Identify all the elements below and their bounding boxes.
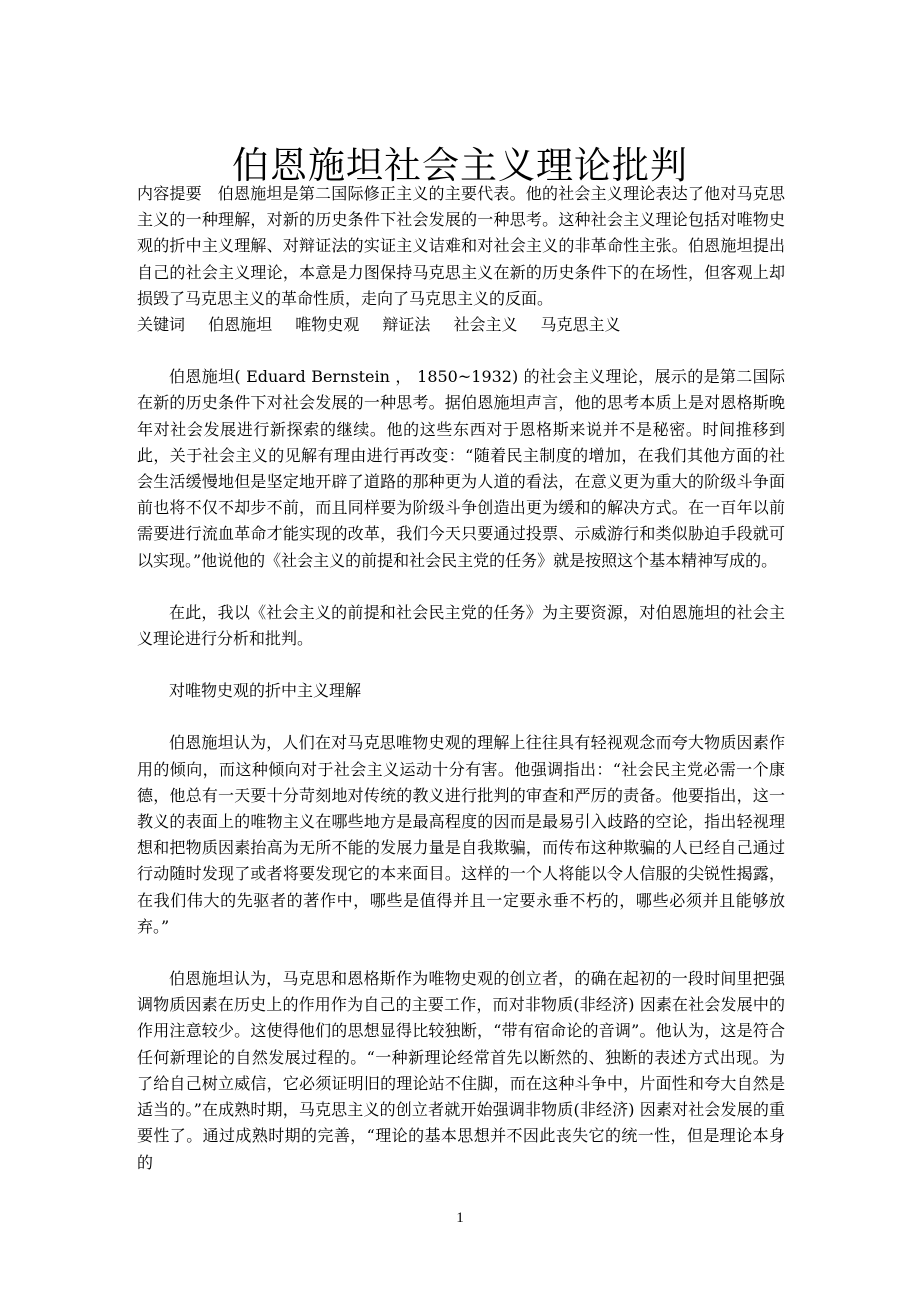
abstract-label: 内容提要 <box>137 184 202 203</box>
section-heading: 对唯物史观的折中主义理解 <box>169 681 362 701</box>
keywords <box>137 312 785 338</box>
keyword: 辩证法 <box>382 315 431 335</box>
keyword: 唯物史观 <box>295 315 360 335</box>
keywords-label: 关键词 <box>137 315 186 335</box>
keyword: 马克思主义 <box>540 315 621 335</box>
keyword: 伯恩施坦 <box>208 315 273 335</box>
body-paragraph: 在此，我以《社会主义的前提和社会民主党的任务》为主要资源，对伯恩施坦的社会主义理论进行分析和批判。 <box>137 602 785 649</box>
document-title: 伯恩施坦社会主义理论批判 <box>232 143 688 187</box>
keyword: 社会主义 <box>453 315 518 335</box>
body-paragraph: 伯恩施坦认为，马克思和恩格斯作为唯物史观的创立者，的确在起初的一段时间里把强调物质因素在历史上的作用作为自己的主要工作，而对非物质(非经济) 因素在社会发展中的作用注意较少。这使得他们的思想显得比较独断，“带有宿命论的音调”。他认为，这是符合任何新理论的自然发展过程的。“一种新理论经常首先以断然的、独断的表述方式出现。为了给自己树立威信，它必须证明旧的理论站不住脚，而在这种斗争中，片面性和夸大自然是适当的。”在成熟时期，马克思主义的创立者就开始强调非物质(非经济) 因素对社会发展的重要性了。通过成熟时期的完善，“理论的基本思想并不因此丧失它的统一性，但是理论本身的 <box>137 969 785 1172</box>
document-body <box>137 181 785 1176</box>
body-paragraph: 伯恩施坦( Eduard Bernstein ， 1850~1932) 的社会主义理论，展示的是第二国际在新的历史条件下对社会发展的一种思考。据伯恩施坦声言，他的思考本质上是对恩格斯晚年对社会发展进行新探索的继续。他的这些东西对于恩格斯来说并不是秘密。时间推移到此，关于社会主义的见解有理由进行再改变：“随着民主制度的增加，在我们其他方面的社会生活缓慢地但是坚定地开辟了道路的那种更为人道的看法，在意义更为重大的阶级斗争面前也将不仅不却步不前，而且同样要为阶级斗争创造出更为缓和的解决方式。在一百年以前需要进行流血革命才能实现的改革，我们今天只要通过投票、示威游行和类似胁迫手段就可以实现。”他说他的《社会主义的前提和社会民主党的任务》就是按照这个基本精神写成的。 <box>137 367 785 570</box>
page-number: 1 <box>456 1210 464 1226</box>
body-paragraph: 伯恩施坦认为，人们在对马克思唯物史观的理解上往往具有轻视观念而夸大物质因素作用的倾向，而这种倾向对于社会主义运动十分有害。他强调指出：“社会民主党必需一个康德，他总有一天要十分苛刻地对传统的教义进行批判的审查和严厉的责备。他要指出，这一教义的表面上的唯物主义在哪些地方是最高程度的因而是最易引入歧路的空论，指出轻视理想和把物质因素抬高为无所不能的发展力量是自我欺骗，而传布这种欺骗的人已经自己通过行动随时发现了或者将要发现它的本来面目。这样的一个人将能以令人信服的尖锐性揭露，在我们伟大的先驱者的著作中，哪些是值得并且一定要永垂不朽的，哪些必须并且能够放弃。” <box>137 733 785 936</box>
abstract-text: 伯恩施坦是第二国际修正主义的主要代表。他的社会主义理论表达了他对马克思主义的一种理解，对新的历史条件下社会发展的一种思考。这种社会主义理论包括对唯物史观的折中主义理解、对辩证法的实证主义诘难和对社会主义的非革命性主张。伯恩施坦提出自己的社会主义理论，本意是力图保持马克思主义在新的历史条件下的在场性，但客观上却损毁了马克思主义的革命性质，走向了马克思主义的反面。 <box>137 184 785 308</box>
abstract <box>137 181 785 312</box>
